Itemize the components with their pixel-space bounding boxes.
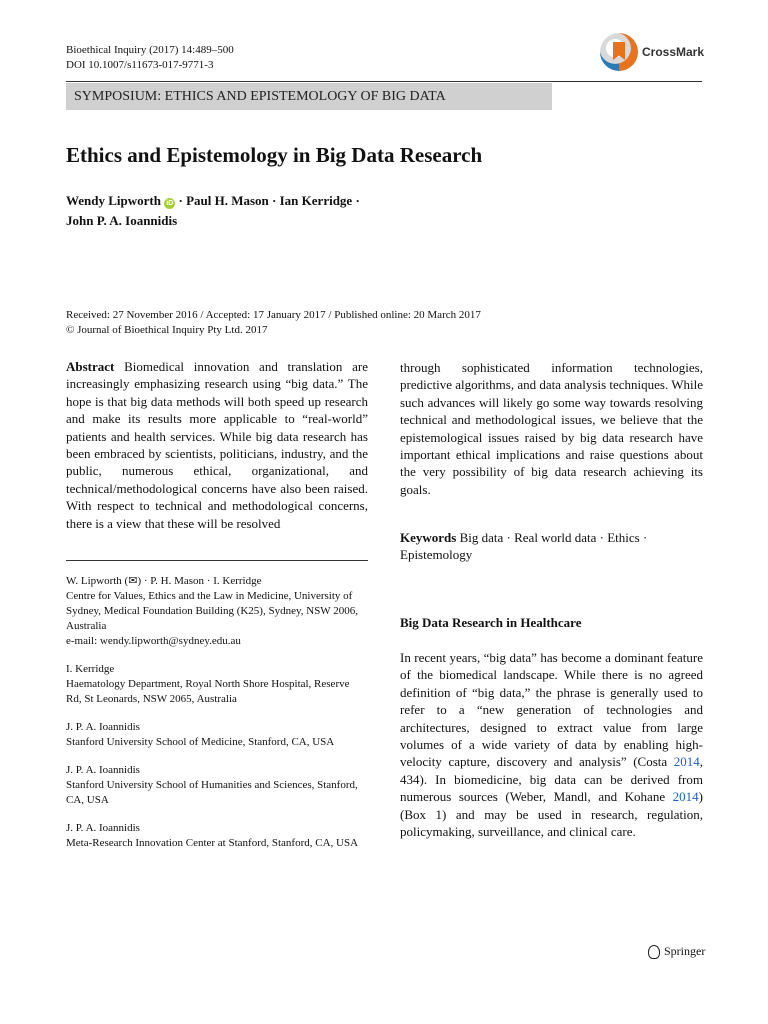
section-banner: SYMPOSIUM: ETHICS AND EPISTEMOLOGY OF BIG DATA: [66, 83, 552, 110]
crossmark-label: CrossMark: [642, 45, 705, 59]
keywords-text: Big data · Real world data · Ethics · Epistemology: [400, 530, 648, 563]
affiliation-line: Stanford University School of Humanities and Sciences, Stanford,: [66, 779, 358, 791]
author-first: Wendy Lipworth: [66, 193, 161, 208]
citation-link[interactable]: 2014: [673, 754, 700, 770]
affiliation-line: Haematology Department, Royal North Shore Hospital, Reserve: [66, 678, 350, 690]
author-line-2: John P. A. Ioannidis: [66, 213, 178, 228]
email-link[interactable]: e-mail: wendy.lipworth@sydney.edu.au: [66, 635, 241, 647]
affiliation-authors: J. P. A. Ioannidis: [66, 822, 140, 834]
affiliation-line: Rd, St Leonards, NSW 2065, Australia: [66, 693, 237, 705]
section-heading: Big Data Research in Healthcare: [400, 615, 582, 630]
affiliation-block: [66, 821, 376, 851]
affiliation-block: [66, 763, 376, 808]
publisher-logo: [648, 944, 705, 959]
keywords: [400, 529, 703, 564]
keywords-label: Keywords: [400, 530, 457, 545]
journal-line: Bioethical Inquiry (2017) 14:489–500: [66, 44, 234, 56]
affiliation-rule: [66, 560, 368, 561]
journal-citation: [66, 43, 234, 73]
affiliation-authors: I. Kerridge: [66, 663, 115, 675]
crossmark-badge[interactable]: [600, 32, 705, 72]
doi-line: DOI 10.1007/s11673-017-9771-3: [66, 59, 214, 71]
section-body: [400, 649, 703, 840]
abstract-left: [66, 358, 368, 532]
orcid-icon[interactable]: iD: [166, 200, 174, 207]
citation-link[interactable]: 2014: [672, 789, 699, 805]
affiliation-line: Sydney, Medical Foundation Building (K25), Sydney, NSW 2006,: [66, 605, 358, 617]
author-list: [66, 191, 360, 231]
affiliation-authors: W. Lipworth (✉) · P. H. Mason · I. Kerridge: [66, 575, 262, 587]
affiliation-line: Australia: [66, 620, 107, 632]
body-text: )(Box 1) and may be used in research, regulation, policymaking, surveillance, and clinical care.: [400, 789, 703, 840]
affiliation-authors: J. P. A. Ioannidis: [66, 764, 140, 776]
affiliations: [66, 574, 376, 864]
abstract-text-left: Biomedical innovation and translation are increasingly emphasizing research using “big data.” The hope is that big data methods will both speed up research and make its results more applicable to “real-world” patients and health services. While big data research has been embraced by scientists, politicians, industry, and the public, numerous ethical, organizational, and technical/methodological concerns have also been raised. With respect to technical and methodological concerns, there is a view that these will be resolved: [66, 359, 368, 531]
dates-line: Received: 27 November 2016 / Accepted: 17 January 2017 / Published online: 20 March 2017: [66, 309, 481, 321]
publisher-name: Springer: [664, 944, 706, 958]
abstract-right: [400, 359, 703, 498]
affiliation-line: Meta-Research Innovation Center at Stanford, Stanford, CA, USA: [66, 837, 359, 849]
body-text: In recent years, “big data” has become a dominant feature of the biomedical landscape. While there is no agreed definition of “big data,” the phrase is generally used to refer to a “new generation of technologies and architectures, designed to extract value from large volumes of a wide variety of data by enabling high-velocity capture, discovery and analysis” (Costa: [400, 650, 703, 770]
body-text: , 434). In biomedicine, big data can be derived from numerous sources (Weber, Mandl, and Kohane: [400, 754, 703, 805]
header-rule: [66, 81, 702, 82]
affiliation-line: CA, USA: [66, 794, 109, 806]
affiliation-authors: J. P. A. Ioannidis: [66, 721, 140, 733]
abstract-text-right: through sophisticated information technologies, predictive algorithms, and data analysis techniques. While such advances will likely go some way towards resolving technical and methodological issues, we believe that the epistemological issues raised by big data research have important ethical implications and raise questions about the very possibility of big data research achieving its goals.: [400, 360, 704, 497]
affiliation-block: [66, 574, 376, 649]
affiliation-block: [66, 720, 376, 750]
springer-horse-icon: [648, 945, 660, 959]
abstract-label: Abstract: [66, 359, 115, 374]
author-rest: · Paul H. Mason · Ian Kerridge ·: [175, 193, 360, 208]
publication-dates: [66, 308, 481, 338]
crossmark-icon: [600, 33, 638, 71]
copyright-line: © Journal of Bioethical Inquiry Pty Ltd. 2017: [66, 324, 268, 336]
affiliation-line: Centre for Values, Ethics and the Law in Medicine, University of: [66, 590, 353, 602]
affiliation-block: [66, 662, 376, 707]
affiliation-line: Stanford University School of Medicine, Stanford, CA, USA: [66, 736, 335, 748]
article-title: Ethics and Epistemology in Big Data Research: [66, 143, 483, 167]
